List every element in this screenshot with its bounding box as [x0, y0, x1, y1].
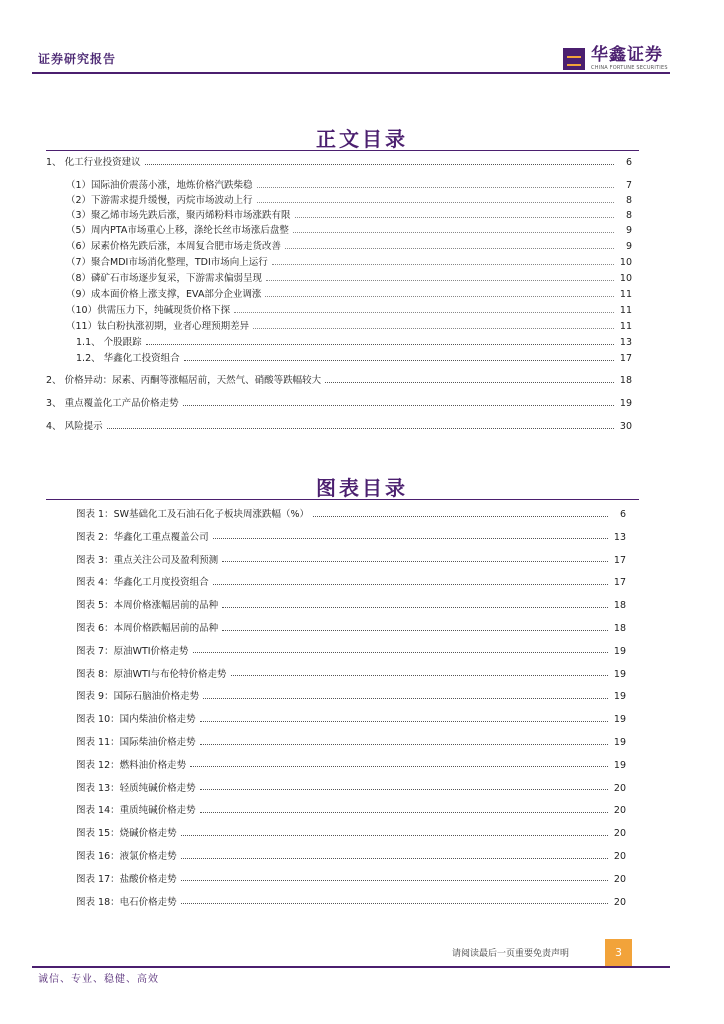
entry-page-number: 13: [613, 531, 626, 543]
entry-page-number: 17: [619, 353, 632, 364]
entry-page-number: 20: [613, 805, 626, 817]
entry-page-number: 18: [613, 623, 626, 634]
figure-entry[interactable]: [76, 597, 626, 611]
dot-leader: [222, 607, 608, 608]
footer-slogan: 诚信、专业、稳健、高效: [38, 974, 159, 985]
dot-leader: [146, 344, 614, 345]
dot-leader: [190, 766, 608, 767]
figure-entry[interactable]: [76, 757, 626, 771]
entry-title: 图表 10：国内柴油价格走势: [76, 714, 196, 726]
figures-title-underline: [46, 499, 639, 500]
entry-title: （6）尿素价格先跌后涨，本周复合肥市场走货改善: [66, 241, 282, 252]
dot-leader: [203, 698, 608, 699]
dot-leader: [200, 744, 608, 745]
entry-page-number: 19: [613, 759, 626, 771]
entry-page-number: 20: [613, 828, 626, 840]
toc-entry[interactable]: [46, 154, 632, 168]
figure-entry[interactable]: [76, 529, 626, 543]
toc-entry[interactable]: [66, 207, 632, 221]
figure-entry[interactable]: [76, 666, 626, 680]
entry-title: 图表 18：电石价格走势: [76, 896, 177, 908]
entry-title: （2）下游需求提升缓慢，丙烷市场波动上行: [66, 195, 253, 206]
entry-title: （10）供需压力下，纯碱现货价格下探: [66, 305, 231, 316]
dot-leader: [200, 789, 608, 790]
entry-page-number: 19: [613, 668, 626, 680]
entry-title: 图表 13：轻质纯碱价格走势: [76, 782, 196, 794]
entry-page-number: 19: [619, 398, 632, 409]
entry-page-number: 10: [619, 257, 632, 268]
dot-leader: [184, 360, 614, 361]
toc-entry[interactable]: [66, 177, 632, 191]
figures-title: 图表目录: [316, 476, 408, 500]
entry-title: 图表 2：华鑫化工重点覆盖公司: [76, 531, 209, 543]
entry-title: 2、 价格异动：尿素、丙酮等涨幅居前，天然气、硝酸等跌幅较大: [46, 375, 322, 386]
dot-leader: [181, 835, 608, 836]
dot-leader: [181, 858, 608, 859]
entry-page-number: 20: [613, 873, 626, 885]
dot-leader: [181, 880, 608, 881]
entry-title: 图表 6：本周价格跌幅居前的品种: [76, 623, 219, 634]
figure-entry[interactable]: [76, 780, 626, 794]
dot-leader: [266, 280, 614, 281]
entry-page-number: 19: [613, 714, 626, 726]
entry-page-number: 6: [625, 157, 632, 168]
entry-page-number: 10: [619, 273, 632, 284]
dot-leader: [325, 382, 614, 383]
dot-leader: [193, 652, 608, 653]
dot-leader: [295, 217, 614, 218]
company-logo: [563, 44, 668, 74]
dot-leader: [200, 721, 608, 722]
figure-entry[interactable]: [76, 688, 626, 702]
entry-page-number: 13: [619, 337, 632, 348]
disclaimer-note: 请阅读最后一页重要免责声明: [452, 949, 570, 959]
entry-title: 图表 15：烧碱价格走势: [76, 828, 177, 840]
dot-leader: [183, 405, 614, 406]
entry-page-number: 9: [625, 225, 632, 236]
dot-leader: [181, 903, 608, 904]
dot-leader: [272, 264, 614, 265]
entry-page-number: 11: [619, 305, 632, 316]
entry-title: 图表 14：重质纯碱价格走势: [76, 805, 196, 817]
figure-entry[interactable]: [76, 711, 626, 725]
entry-page-number: 8: [625, 210, 632, 221]
entry-title: 图表 3：重点关注公司及盈利预测: [76, 554, 219, 566]
entry-title: （3）聚乙烯市场先跌后涨，聚丙烯粉料市场涨跌有限: [66, 210, 291, 221]
entry-page-number: 11: [619, 321, 632, 332]
figure-entry[interactable]: [76, 620, 626, 634]
entry-page-number: 18: [613, 600, 626, 612]
entry-title: 图表 7：原油WTI价格走势: [76, 645, 189, 657]
contents-title: 正文目录: [316, 127, 408, 151]
dot-leader: [145, 164, 614, 165]
entry-page-number: 20: [613, 851, 626, 862]
toc-entry[interactable]: [66, 222, 632, 236]
figure-entry[interactable]: [76, 552, 626, 566]
dot-leader: [285, 248, 614, 249]
entry-title: 图表 8：原油WTI与布伦特价格走势: [76, 668, 227, 680]
entry-title: 图表 4：华鑫化工月度投资组合: [76, 577, 209, 589]
dot-leader: [313, 516, 608, 517]
logo-name-en: CHINA FORTUNE SECURITIES: [591, 65, 668, 71]
toc-entry[interactable]: [66, 302, 632, 316]
entry-title: 1.2、 华鑫化工投资组合: [76, 353, 180, 364]
logo-mark-icon: [563, 48, 585, 70]
figure-entry[interactable]: [76, 894, 626, 908]
entry-title: 图表 17：盐酸价格走势: [76, 873, 177, 885]
figure-entry[interactable]: [76, 734, 626, 748]
entry-title: 图表 16：液氯价格走势: [76, 851, 177, 862]
entry-title: 图表 1：SW基础化工及石油石化子板块周涨跌幅（%）: [76, 509, 310, 520]
entry-title: （9）成本面价格上涨支撑，EVA部分企业调涨: [66, 289, 262, 300]
dot-leader: [234, 312, 614, 313]
entry-title: 3、 重点覆盖化工产品价格走势: [46, 398, 179, 409]
entry-page-number: 30: [619, 421, 632, 432]
figure-entry[interactable]: [76, 574, 626, 588]
dot-leader: [265, 296, 614, 297]
entry-title: （1）国际油价震荡小涨，地炼价格汽跌柴稳: [66, 180, 253, 191]
logo-name-cn: 华鑫证券: [591, 45, 663, 65]
toc-entry[interactable]: [46, 395, 632, 409]
dot-leader: [257, 202, 614, 203]
dot-leader: [213, 538, 608, 539]
page-number: 3: [605, 939, 632, 966]
header-divider: [32, 72, 670, 74]
dot-leader: [293, 232, 614, 233]
entry-title: 1、 化工行业投资建议: [46, 157, 141, 168]
toc-entry[interactable]: [66, 270, 632, 284]
toc-entry[interactable]: [66, 192, 632, 206]
dot-leader: [213, 584, 608, 585]
entry-page-number: 8: [625, 195, 632, 206]
toc-entry[interactable]: [66, 318, 632, 332]
entry-title: （7）聚合MDI市场消化整理，TDI市场向上运行: [66, 257, 268, 268]
entry-title: 4、 风险提示: [46, 421, 103, 432]
entry-title: 图表 11：国际柴油价格走势: [76, 737, 196, 748]
entry-page-number: 11: [619, 289, 632, 300]
figure-entry[interactable]: [76, 802, 626, 816]
entry-page-number: 19: [613, 691, 626, 703]
toc-entry[interactable]: [76, 334, 632, 348]
entry-title: （5）周内PTA市场重心上移，涤纶长丝市场涨后盘整: [66, 225, 289, 236]
toc-entry[interactable]: [76, 350, 632, 364]
dot-leader: [231, 675, 608, 676]
entry-page-number: 20: [613, 782, 626, 794]
figure-entry[interactable]: [76, 506, 626, 520]
entry-page-number: 20: [613, 896, 626, 908]
entry-page-number: 6: [619, 509, 626, 520]
entry-page-number: 18: [619, 375, 632, 386]
report-type-label: 证券研究报告: [38, 52, 117, 66]
entry-page-number: 17: [613, 554, 626, 566]
entry-page-number: 17: [613, 577, 626, 589]
entry-title: （8）磷矿石市场逐步复采，下游需求偏弱呈现: [66, 273, 263, 284]
figure-entry[interactable]: [76, 643, 626, 657]
figure-entry[interactable]: [76, 825, 626, 839]
toc-entry[interactable]: [46, 418, 632, 432]
entry-title: （11）钛白粉执涨初期，业者心理预期差异: [66, 321, 250, 332]
toc-entry[interactable]: [46, 372, 632, 386]
figure-entry[interactable]: [76, 848, 626, 862]
entry-page-number: 19: [613, 737, 626, 748]
entry-title: 图表 12：燃料油价格走势: [76, 759, 187, 771]
entry-page-number: 19: [613, 645, 626, 657]
toc-entry[interactable]: [66, 254, 632, 268]
dot-leader: [200, 812, 608, 813]
dot-leader: [257, 187, 614, 188]
entry-title: 图表 9：国际石脑油价格走势: [76, 691, 200, 703]
dot-leader: [222, 561, 608, 562]
entry-page-number: 9: [625, 241, 632, 252]
dot-leader: [253, 328, 614, 329]
footer-divider: [32, 966, 670, 968]
dot-leader: [222, 630, 608, 631]
contents-title-underline: [46, 150, 639, 151]
entry-title: 图表 5：本周价格涨幅居前的品种: [76, 600, 219, 612]
entry-page-number: 7: [625, 180, 632, 191]
dot-leader: [107, 428, 614, 429]
toc-entry[interactable]: [66, 238, 632, 252]
figure-entry[interactable]: [76, 871, 626, 885]
entry-title: 1.1、 个股跟踪: [76, 337, 142, 348]
toc-entry[interactable]: [66, 286, 632, 300]
